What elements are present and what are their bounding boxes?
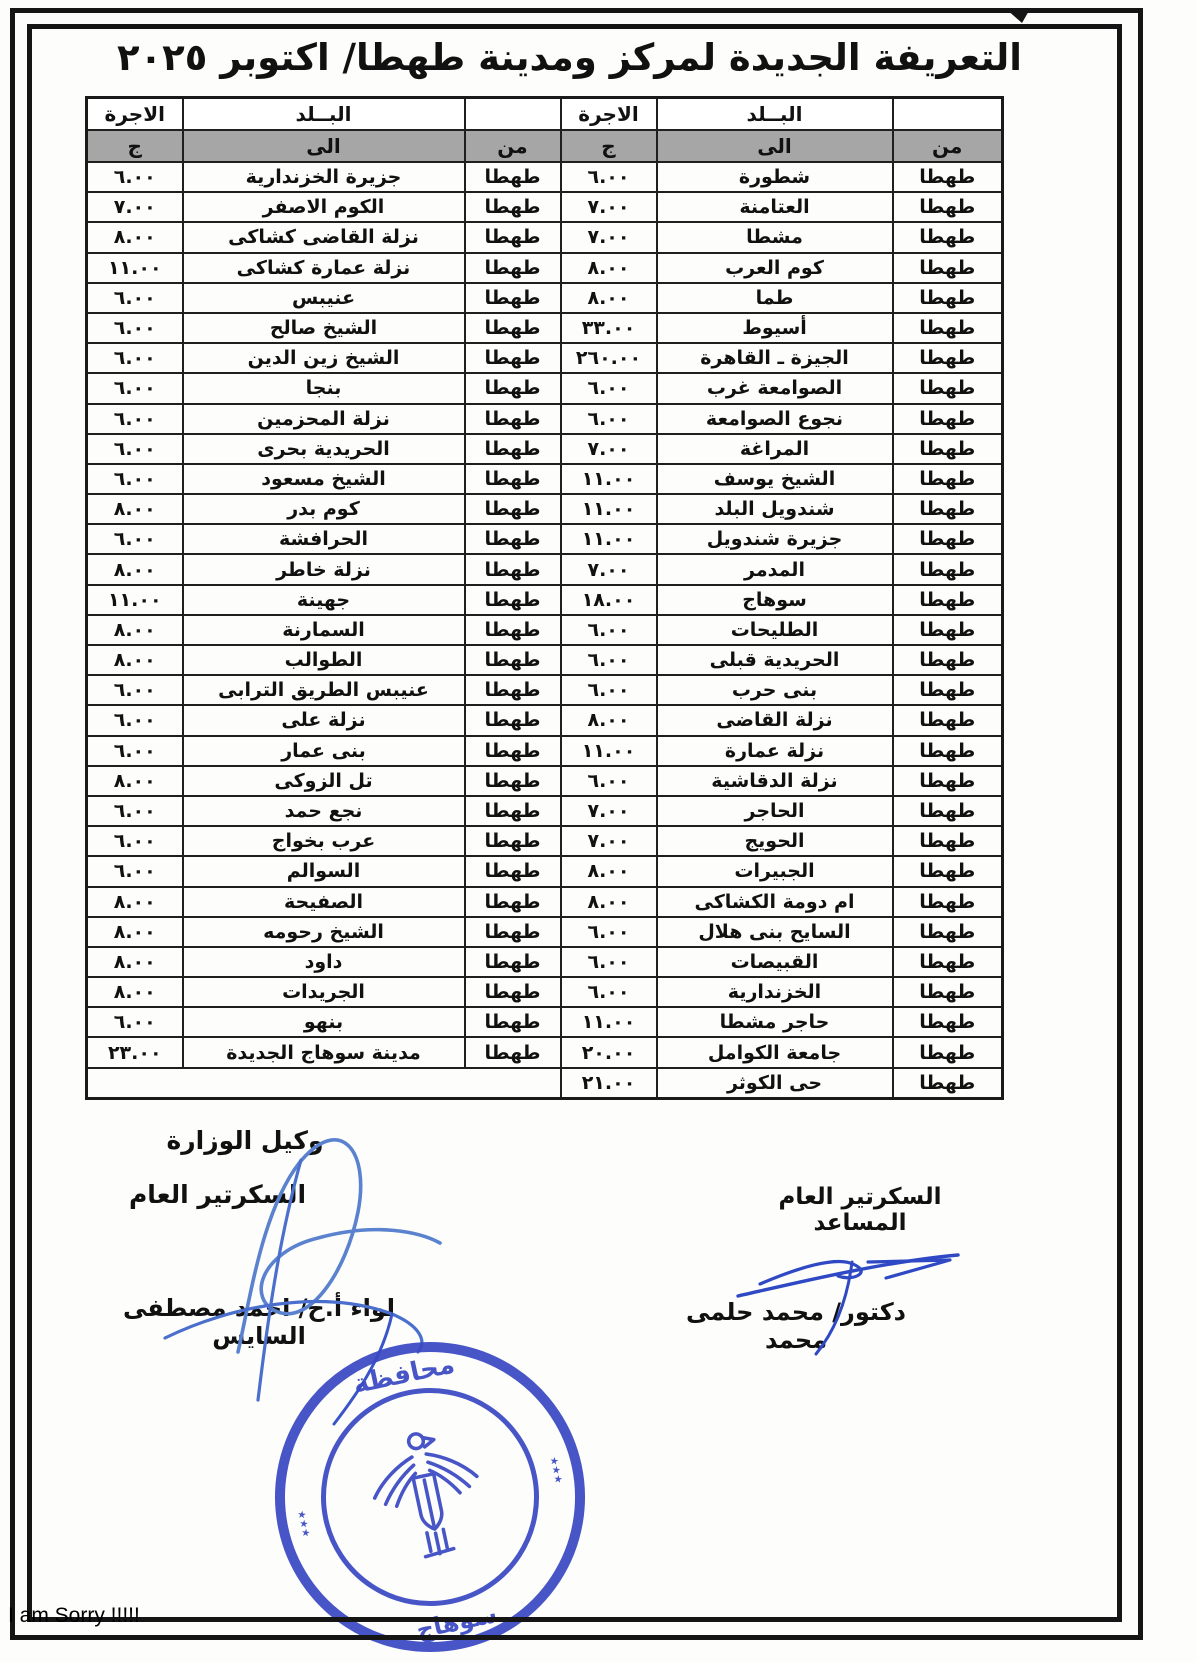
cell-fare: ٦.٠٠ [87, 404, 183, 434]
cell-to: نزلة على [183, 705, 465, 735]
cell-fare: ٦.٠٠ [87, 524, 183, 554]
cell-fare: ١١.٠٠ [561, 464, 657, 494]
cell-to: الجريدات [183, 977, 465, 1007]
bottom-left-note: I am Sorry !!!!! [8, 1604, 140, 1627]
cell-fare: ٨.٠٠ [87, 887, 183, 917]
table-row [87, 434, 1003, 464]
table-row [87, 615, 1003, 645]
signature-left-title-1: وكيل الوزارة [166, 1126, 324, 1155]
cell-to: الخزندارية [657, 977, 893, 1007]
cell-fare: ١١.٠٠ [561, 736, 657, 766]
cell-to: الحريدية بحرى [183, 434, 465, 464]
cell-fare: ٨.٠٠ [87, 494, 183, 524]
cell-from: طهطا [465, 856, 561, 886]
table-row [87, 554, 1003, 584]
cell-to: عنيبس [183, 283, 465, 313]
cell-to: الصوامعة غرب [657, 373, 893, 403]
cell-fare: ٧.٠٠ [561, 796, 657, 826]
stamp-ornament-icon: ٭٭٭ [543, 1454, 569, 1486]
cell-from: طهطا [893, 705, 1003, 735]
cell-fare: ٢١.٠٠ [561, 1068, 657, 1099]
cell-fare: ١٨.٠٠ [561, 585, 657, 615]
cell-fare: ٦.٠٠ [87, 856, 183, 886]
col-header-from: من [893, 130, 1003, 162]
cell-to: كوم بدر [183, 494, 465, 524]
cell-fare: ٧.٠٠ [561, 434, 657, 464]
cell-fare: ٨.٠٠ [561, 283, 657, 313]
cell-to: شندويل البلد [657, 494, 893, 524]
col-header-to: الى [657, 130, 893, 162]
cell-from: طهطا [465, 705, 561, 735]
table-row [87, 373, 1003, 403]
cell-from: طهطا [465, 222, 561, 252]
col-header-to: الى [183, 130, 465, 162]
cell-to: نزلة القاضى [657, 705, 893, 735]
table-row [87, 796, 1003, 826]
cell-fare: ١١.٠٠ [87, 585, 183, 615]
cell-from: طهطا [465, 343, 561, 373]
table-row [87, 494, 1003, 524]
cell-fare: ٨.٠٠ [87, 917, 183, 947]
cell-from: طهطا [465, 524, 561, 554]
cell-to: السوالم [183, 856, 465, 886]
cell-to: داود [183, 947, 465, 977]
cell-fare: ٨.٠٠ [87, 222, 183, 252]
cell-to: الكوم الاصفر [183, 192, 465, 222]
table-row [87, 1007, 1003, 1037]
table-row [87, 283, 1003, 313]
cell-fare: ٨.٠٠ [561, 705, 657, 735]
cell-to: نزلة الدقاشية [657, 766, 893, 796]
cell-to: مشطا [657, 222, 893, 252]
cell-from: طهطا [893, 675, 1003, 705]
cell-to: شطورة [657, 162, 893, 192]
cell-fare: ٦.٠٠ [561, 615, 657, 645]
cell-fare: ٧.٠٠ [561, 826, 657, 856]
cell-to: المراغة [657, 434, 893, 464]
cell-fare: ٦.٠٠ [87, 705, 183, 735]
cell-fare: ٦.٠٠ [561, 917, 657, 947]
cell-to: نزلة عمارة [657, 736, 893, 766]
cell-to: الصفيحة [183, 887, 465, 917]
cell-to: العتامنة [657, 192, 893, 222]
cell-from: طهطا [893, 494, 1003, 524]
table-row [87, 675, 1003, 705]
cell-from: طهطا [465, 585, 561, 615]
table-row [87, 947, 1003, 977]
cell-to: كوم العرب [657, 253, 893, 283]
table-row [87, 856, 1003, 886]
cell-from: طهطا [465, 947, 561, 977]
cell-fare: ٦.٠٠ [87, 313, 183, 343]
cell-to: القبيصات [657, 947, 893, 977]
cell-from: طهطا [893, 313, 1003, 343]
cell-from: طهطا [465, 736, 561, 766]
cell-to: جهينة [183, 585, 465, 615]
signature-left-name: لواء أ.ح/ احمد مصطفى السايس [123, 1294, 395, 1350]
cell-fare: ٦.٠٠ [561, 947, 657, 977]
cell-to: أسيوط [657, 313, 893, 343]
governorate-stamp [246, 1313, 614, 1662]
cell-from: طهطا [465, 434, 561, 464]
cell-from: طهطا [465, 283, 561, 313]
col-header-from: من [465, 130, 561, 162]
cell-fare: ٧.٠٠ [87, 192, 183, 222]
cell-to: السايح بنى هلال [657, 917, 893, 947]
cell-from: طهطا [893, 766, 1003, 796]
cell-from: طهطا [465, 977, 561, 1007]
cell-fare: ١١.٠٠ [87, 253, 183, 283]
cell-fare: ٨.٠٠ [561, 856, 657, 886]
group-header-fare: الاجرة [561, 98, 657, 131]
cell-to: الشيخ صالح [183, 313, 465, 343]
cell-fare: ٧.٠٠ [561, 192, 657, 222]
cell-to: طما [657, 283, 893, 313]
cell-to: نزلة المحزمين [183, 404, 465, 434]
cell-from: طهطا [465, 675, 561, 705]
cell-to: الحاجر [657, 796, 893, 826]
cell-to: نزلة خاطر [183, 554, 465, 584]
cell-fare: ٦.٠٠ [87, 162, 183, 192]
cell-fare: ٨.٠٠ [87, 615, 183, 645]
cell-from: طهطا [893, 283, 1003, 313]
cell-from: طهطا [465, 1037, 561, 1067]
cell-fare: ٢٠.٠٠ [561, 1037, 657, 1067]
cell-fare: ٦.٠٠ [561, 675, 657, 705]
cell-fare: ٦.٠٠ [561, 404, 657, 434]
cell-from: طهطا [465, 162, 561, 192]
cell-fare: ٨.٠٠ [561, 887, 657, 917]
cell-from: طهطا [893, 554, 1003, 584]
group-header-place: البــلد [657, 98, 893, 131]
cell-to: حاجر مشطا [657, 1007, 893, 1037]
cell-fare: ٨.٠٠ [87, 766, 183, 796]
cell-from: طهطا [893, 947, 1003, 977]
cell-to: الشيخ يوسف [657, 464, 893, 494]
empty-header-cell [465, 98, 561, 131]
table-row [87, 253, 1003, 283]
cell-from: طهطا [465, 554, 561, 584]
table-row [87, 524, 1003, 554]
group-header-place: البــلد [183, 98, 465, 131]
cell-fare: ١١.٠٠ [561, 494, 657, 524]
cell-from: طهطا [893, 253, 1003, 283]
table-row [87, 313, 1003, 343]
cell-from: طهطا [465, 615, 561, 645]
cell-from: طهطا [465, 645, 561, 675]
cell-from: طهطا [465, 917, 561, 947]
cell-from: طهطا [465, 404, 561, 434]
cell-to: الشيخ زين الدين [183, 343, 465, 373]
table-row [87, 826, 1003, 856]
table-row [87, 343, 1003, 373]
cell-from: طهطا [893, 464, 1003, 494]
cell-fare: ٦.٠٠ [561, 645, 657, 675]
cell-fare: ١١.٠٠ [561, 524, 657, 554]
cell-from: طهطا [465, 887, 561, 917]
table-row [87, 222, 1003, 252]
cell-fare: ٢٦٠.٠٠ [561, 343, 657, 373]
cell-fare: ٨.٠٠ [87, 554, 183, 584]
cell-fare: ٨.٠٠ [87, 977, 183, 1007]
cell-from: طهطا [893, 585, 1003, 615]
cell-to: نزلة القاضى كشاكى [183, 222, 465, 252]
fare-table-header [87, 98, 1003, 163]
table-row [87, 1068, 1003, 1099]
cell-fare: ٦.٠٠ [87, 373, 183, 403]
cell-to: بنى حرب [657, 675, 893, 705]
cell-empty [87, 1068, 561, 1099]
empty-header-cell [893, 98, 1003, 131]
cell-fare: ٦.٠٠ [87, 464, 183, 494]
cell-from: طهطا [465, 796, 561, 826]
cell-fare: ٧.٠٠ [561, 222, 657, 252]
cell-to: الشيخ رحومه [183, 917, 465, 947]
table-row [87, 736, 1003, 766]
cell-fare: ٦.٠٠ [561, 766, 657, 796]
cell-to: الحرافشة [183, 524, 465, 554]
cell-to: الحويج [657, 826, 893, 856]
cell-to: نجع حمد [183, 796, 465, 826]
table-row [87, 766, 1003, 796]
cell-from: طهطا [465, 494, 561, 524]
cell-fare: ٨.٠٠ [87, 947, 183, 977]
cell-to: عنيبس الطريق الترابى [183, 675, 465, 705]
table-row [87, 585, 1003, 615]
cell-to: ام دومة الكشاكى [657, 887, 893, 917]
cell-to: بنهو [183, 1007, 465, 1037]
table-group-header-row [87, 98, 1003, 131]
cell-from: طهطا [893, 343, 1003, 373]
cell-from: طهطا [893, 736, 1003, 766]
cell-from: طهطا [465, 826, 561, 856]
cell-fare: ٦.٠٠ [87, 343, 183, 373]
cell-to: جزيرة الخزندارية [183, 162, 465, 192]
cell-from: طهطا [893, 524, 1003, 554]
col-header-fare-unit: ج [561, 130, 657, 162]
cell-to: بنجا [183, 373, 465, 403]
cell-fare: ٦.٠٠ [87, 796, 183, 826]
cell-to: نجوع الصوامعة [657, 404, 893, 434]
cell-to: حى الكوثر [657, 1068, 893, 1099]
cell-to: مدينة سوهاج الجديدة [183, 1037, 465, 1067]
table-row [87, 705, 1003, 735]
cell-fare: ٦.٠٠ [87, 826, 183, 856]
cell-to: نزلة عمارة كشاكى [183, 253, 465, 283]
cell-from: طهطا [465, 313, 561, 343]
signature-left-title-2: السكرتير العام [128, 1180, 307, 1209]
scan-corner-artifact [1006, 9, 1030, 23]
cell-to: تل الزوكى [183, 766, 465, 796]
cell-to: الطليحات [657, 615, 893, 645]
cell-to: عرب بخواج [183, 826, 465, 856]
cell-from: طهطا [465, 373, 561, 403]
cell-from: طهطا [465, 464, 561, 494]
cell-from: طهطا [465, 253, 561, 283]
fare-table-body [87, 162, 1003, 1099]
cell-from: طهطا [893, 615, 1003, 645]
cell-from: طهطا [465, 1007, 561, 1037]
cell-to: الجبيرات [657, 856, 893, 886]
cell-from: طهطا [893, 856, 1003, 886]
group-header-fare: الاجرة [87, 98, 183, 131]
cell-to: جامعة الكوامل [657, 1037, 893, 1067]
stamp-ornament-icon: ٭٭٭ [291, 1508, 317, 1540]
stamp-text-top: محافظة [350, 1349, 458, 1401]
cell-fare: ٦.٠٠ [561, 977, 657, 1007]
cell-fare: ٦.٠٠ [87, 736, 183, 766]
cell-from: طهطا [893, 645, 1003, 675]
cell-to: سوهاج [657, 585, 893, 615]
cell-from: طهطا [893, 434, 1003, 464]
table-sub-header-row [87, 130, 1003, 162]
cell-fare: ٦.٠٠ [561, 162, 657, 192]
cell-from: طهطا [893, 796, 1003, 826]
cell-to: الحريدية قبلى [657, 645, 893, 675]
cell-from: طهطا [893, 917, 1003, 947]
cell-fare: ٢٣.٠٠ [87, 1037, 183, 1067]
cell-from: طهطا [893, 1068, 1003, 1099]
cell-fare: ٦.٠٠ [87, 283, 183, 313]
stamp-text-bottom: سوهاج [413, 1600, 500, 1645]
cell-from: طهطا [893, 404, 1003, 434]
cell-from: طهطا [893, 373, 1003, 403]
cell-to: الطوالب [183, 645, 465, 675]
cell-from: طهطا [893, 162, 1003, 192]
cell-to: جزيرة شندويل [657, 524, 893, 554]
cell-to: بنى عمار [183, 736, 465, 766]
table-row [87, 162, 1003, 192]
cell-fare: ١١.٠٠ [561, 1007, 657, 1037]
cell-from: طهطا [893, 1037, 1003, 1067]
cell-from: طهطا [893, 1007, 1003, 1037]
cell-fare: ٨.٠٠ [561, 253, 657, 283]
cell-to: السمارنة [183, 615, 465, 645]
table-row [87, 977, 1003, 1007]
col-header-fare-unit: ج [87, 130, 183, 162]
cell-to: المدمر [657, 554, 893, 584]
cell-fare: ٧.٠٠ [561, 554, 657, 584]
table-row [87, 887, 1003, 917]
cell-fare: ٨.٠٠ [87, 645, 183, 675]
cell-fare: ٦.٠٠ [87, 1007, 183, 1037]
cell-from: طهطا [465, 766, 561, 796]
cell-from: طهطا [465, 192, 561, 222]
cell-from: طهطا [893, 222, 1003, 252]
table-row [87, 404, 1003, 434]
table-row [87, 464, 1003, 494]
fare-table [85, 96, 1004, 1100]
table-row [87, 917, 1003, 947]
cell-fare: ٦.٠٠ [87, 434, 183, 464]
cell-from: طهطا [893, 977, 1003, 1007]
cell-fare: ٦.٠٠ [87, 675, 183, 705]
cell-fare: ٦.٠٠ [561, 373, 657, 403]
signature-right-title: السكرتير العام المساعد [778, 1184, 942, 1236]
cell-from: طهطا [893, 826, 1003, 856]
cell-to: الجيزة ـ القاهرة [657, 343, 893, 373]
table-row [87, 1037, 1003, 1067]
cell-fare: ٣٣.٠٠ [561, 313, 657, 343]
table-row [87, 645, 1003, 675]
cell-to: الشيخ مسعود [183, 464, 465, 494]
cell-from: طهطا [893, 192, 1003, 222]
signature-right-name: دكتور/ محمد حلمى محمد [686, 1298, 906, 1354]
table-row [87, 192, 1003, 222]
cell-from: طهطا [893, 887, 1003, 917]
page-title: التعريفة الجديدة لمركز ومدينة طهطا/ اكتوبر ٢٠٢٥ [117, 36, 1022, 79]
